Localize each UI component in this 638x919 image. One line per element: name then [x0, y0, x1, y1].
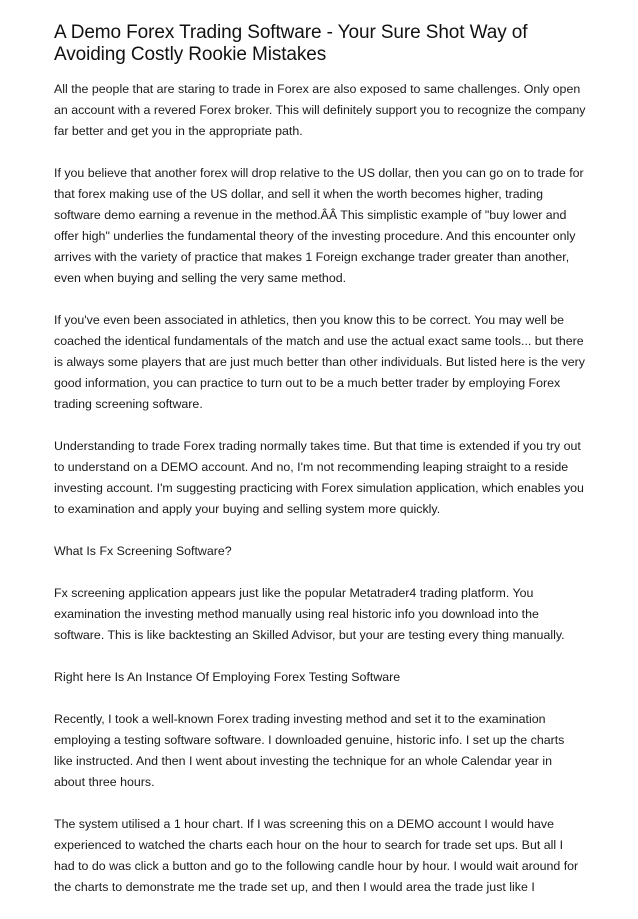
- paragraph-1: All the people that are staring to trade in Forex are also exposed to same challenges. Only open an account with a revered Forex broker. This will definitely support you to recognize the company far better and get you in the appropriate path.: [54, 82, 586, 138]
- paragraph-5: Fx screening application appears just like the popular Metatrader4 trading platform. You examination the investing method manually using real historic info you download into the software. This is like backtesting an Skilled Advisor, but your are testing every thing manually.: [54, 586, 565, 642]
- paragraph-4: Understanding to trade Forex trading normally takes time. But that time is extended if you try out to understand on a DEMO account. And no, I'm not recommending leaping straight to a reside investing account. I'm suggesting practicing with Forex simulation application, which enables you to examination and apply your buying and selling system more quickly.: [54, 439, 584, 516]
- paragraph-3: If you've even been associated in athletics, then you know this to be correct. You may well be coached the identical fundamentals of the match and use the actual exact same tools... but there is always some players that are just much better than other individuals. But listed here is the very good information, you can practice to turn out to be a much better trader by employing Forex trading screening software.: [54, 313, 585, 411]
- page-title: A Demo Forex Trading Software - Your Sure Shot Way of Avoiding Costly Rookie Mistakes: [54, 22, 528, 65]
- paragraph-7: The system utilised a 1 hour chart. If I was screening this on a DEMO account I would have experienced to watched the charts each hour on the hour to search for trade set ups. But all I had to do was click a button and go to the following candle hour by hour. I would wait around for the charts to demonstrate me the trade set up, and then I would area the trade just like I: [54, 817, 579, 894]
- section-heading-fx-screening: What Is Fx Screening Software?: [54, 544, 232, 558]
- paragraph-2: If you believe that another forex will drop relative to the US dollar, then you can go on to trade for that forex making use of the US dollar, and sell it when the worth becomes higher, trading software demo earning a revenue in the method.ÂÂ This simplistic example of "buy lower and offer high" underlies the fundamental theory of the investing procedure. And this encounter only arrives with the variety of practice that makes 1 Foreign exchange trader greater than another, even when buying and selling the very same method.: [54, 166, 584, 285]
- document-page: [54, 22, 586, 919]
- section-heading-example: Right here Is An Instance Of Employing Forex Testing Software: [54, 670, 401, 684]
- paragraph-6: Recently, I took a well-known Forex trading investing method and set it to the examination employing a testing software software. I downloaded genuine, historic info. I set up the charts like instructed. And then I went about investing the technique for an whole Calendar year in about three hours.: [54, 712, 565, 789]
